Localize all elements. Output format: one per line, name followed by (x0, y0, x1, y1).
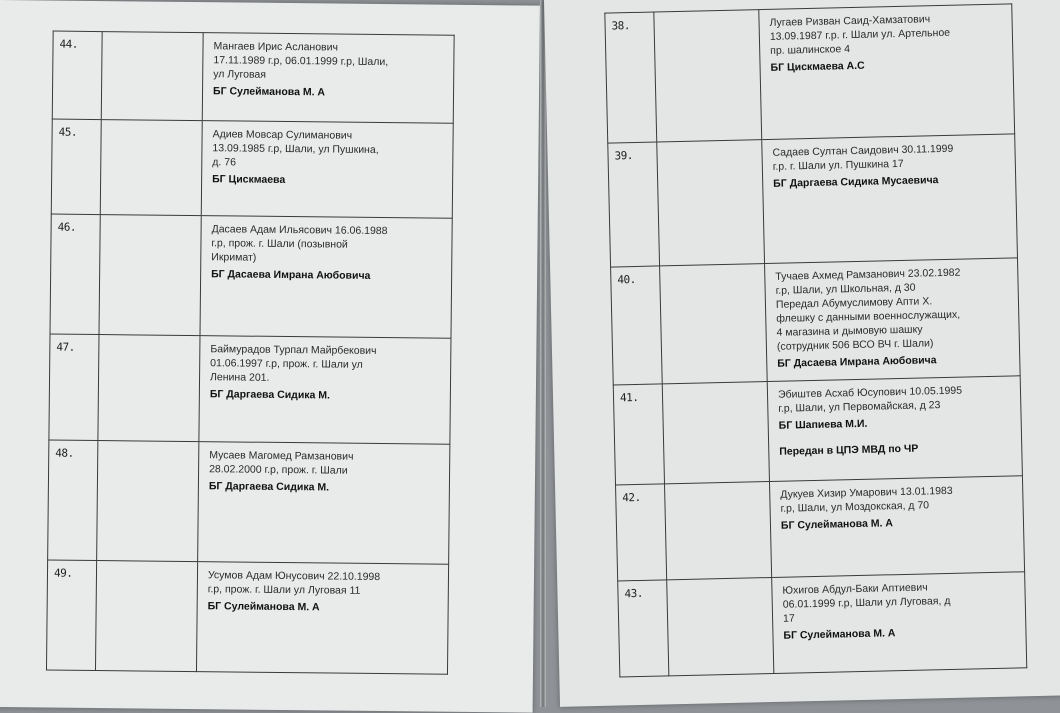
battle-group-label: БГ Даргаева Сидика М. (208, 480, 330, 494)
person-info (772, 572, 1027, 674)
info-line: 06.01.1999 г.р, Шали ул Луговая, д (782, 594, 951, 611)
person-info (769, 476, 1024, 578)
info-line: 17 (782, 612, 795, 625)
table-row (49, 334, 451, 444)
transfer-note: Передан в ЦПЭ МВД по ЧР (779, 442, 919, 458)
info-line: Икримат) (211, 251, 257, 264)
table-row (50, 214, 452, 338)
table-row (51, 119, 453, 218)
battle-group-label: БГ Сулейманова М. А (783, 627, 896, 642)
row-number: 45. (51, 119, 101, 215)
row-number: 43. (618, 580, 669, 677)
table-row (613, 376, 1022, 485)
info-line: 13.09.1987 г.р. г. Шали ул. Артельное (769, 26, 951, 43)
table-row (611, 258, 1021, 385)
row-number: 44. (52, 31, 102, 120)
person-photo (669, 580, 765, 582)
photo-cell (665, 482, 772, 580)
table-row (608, 134, 1018, 267)
right-page (544, 0, 1060, 707)
info-line: г.р, Шали, ул Моздокская, д 70 (780, 499, 930, 515)
row-number: 42. (616, 484, 667, 581)
photo-cell (101, 32, 203, 121)
row-number: 48. (48, 440, 98, 561)
info-line: Усумов Адам Юнусович 22.10.1998 (207, 569, 381, 584)
info-line: г.р, Шали, ул Первомайская, д 23 (778, 399, 941, 415)
row-number: 39. (608, 142, 660, 267)
row-number: 46. (50, 214, 100, 335)
info-line: Адиев Мовсар Сулиманович (212, 128, 353, 142)
info-line: Мангаев Ирис Асланович (213, 40, 339, 54)
person-info (198, 442, 450, 565)
info-line: Тучаев Ахмед Рамзанович 23.02.1982 (775, 266, 961, 283)
person-info (765, 258, 1021, 382)
battle-group-label: БГ Сулейманова М. А (212, 85, 326, 99)
info-line: 13.09.1985 г.р, Шали, ул Пушкина, (212, 142, 379, 156)
info-line: 4 магазина и дымовую шашку (776, 323, 923, 339)
page-fold (540, 0, 546, 707)
info-line: г.р, прож. г. Шали ул Луговая 11 (207, 583, 361, 597)
battle-group-label: БГ Сулейманова М. А (780, 517, 894, 532)
table-row (48, 440, 450, 564)
photo-cell (657, 140, 765, 266)
person-info (759, 4, 1015, 140)
photo-cell (98, 335, 200, 442)
row-number: 38. (605, 12, 657, 143)
person-info (202, 33, 454, 124)
photo-cell (654, 10, 762, 142)
person-photo (104, 122, 200, 123)
battle-group-label: БГ Дасаева Имрана Аюбовича (777, 354, 937, 370)
info-line: Баймурадов Турпал Майрбекович (210, 343, 377, 357)
photo-cell (662, 382, 769, 484)
photo-cell (100, 120, 202, 216)
person-photo (665, 384, 761, 386)
photo-cell (667, 577, 774, 675)
person-info (200, 216, 452, 339)
info-line: Юхигов Абдул-Баки Аптиевич (782, 581, 928, 597)
info-line: пр. шалинское 4 (770, 43, 851, 57)
info-line: Эбиштев Асхаб Юсупович 10.05.1995 (777, 384, 963, 401)
info-line: г.р. г. Шали ул. Пушкина 17 (772, 157, 904, 173)
info-line: Дукуев Хизир Умарович 13.01.1983 (780, 484, 953, 501)
info-line: Ленина 201. (209, 371, 270, 384)
info-line: г.р, Шали, ул Школьная, д 30 (775, 281, 916, 297)
person-info (199, 336, 451, 445)
person-photo (667, 484, 763, 486)
row-number: 40. (611, 266, 663, 385)
battle-group-label: БГ Даргаева Сидика М. (209, 388, 331, 402)
person-photo (656, 12, 752, 14)
info-line: д. 76 (212, 156, 237, 169)
table-row (618, 572, 1027, 677)
person-photo (99, 563, 195, 564)
info-line: Лугаев Ризван Саид-Хамзатович (769, 13, 931, 29)
person-photo (659, 142, 755, 144)
info-line: Садаев Султан Саидович 30.11.1999 (772, 142, 954, 159)
person-photo (100, 443, 196, 444)
table-row (616, 476, 1025, 581)
person-photo (101, 337, 197, 338)
info-line: 28.02.2000 г.р, прож. г. Шали (209, 463, 348, 477)
info-line: 17.11.1989 г.р, 06.01.1999 г.р, Шали, (213, 54, 389, 69)
table-row (605, 4, 1015, 143)
info-line: ул Луговая (213, 68, 267, 81)
person-photo (103, 217, 199, 218)
info-line: Дасаев Адам Ильясович 16.06.1988 (211, 223, 388, 238)
person-info (767, 376, 1022, 482)
photo-cell (99, 215, 201, 336)
photo-cell (660, 264, 768, 384)
info-line: 01.06.1997 г.р, прож. г. Шали ул (210, 357, 363, 371)
row-number: 41. (613, 384, 664, 485)
info-line: (сотрудник 506 ВСО ВЧ г. Шали) (776, 337, 934, 353)
info-line: г.р, прож. г. Шали (позывной (211, 237, 348, 251)
battle-group-label: БГ Дасаева Имрана Аюбовича (211, 268, 371, 282)
row-number: 47. (49, 334, 99, 441)
right-roster-table (604, 3, 1027, 677)
battle-group-label: БГ Даргаева Сидика Мусаевича (773, 174, 939, 190)
info-line: флешку с данными военнослужащих, (776, 308, 961, 325)
person-info (201, 121, 453, 219)
person-info (762, 134, 1018, 264)
info-line: Мусаев Магомед Рамзанович (209, 449, 354, 463)
person-photo (105, 34, 201, 35)
left-roster-table (46, 31, 455, 675)
battle-group-label: БГ Цискмаева (212, 173, 286, 186)
person-photo (662, 266, 758, 268)
photo-cell (97, 441, 199, 562)
table-row (52, 31, 454, 123)
battle-group-label: БГ Цискмаева А.С (770, 59, 865, 74)
row-number: 49. (46, 560, 96, 671)
photo-cell (95, 561, 197, 672)
person-info (196, 562, 448, 675)
info-line: Передал Абумуслимову Апти Х. (775, 295, 933, 311)
battle-group-label: БГ Сулейманова М. А (207, 600, 320, 614)
battle-group-label: БГ Шапиева М.И. (778, 417, 868, 432)
table-row (46, 560, 448, 674)
